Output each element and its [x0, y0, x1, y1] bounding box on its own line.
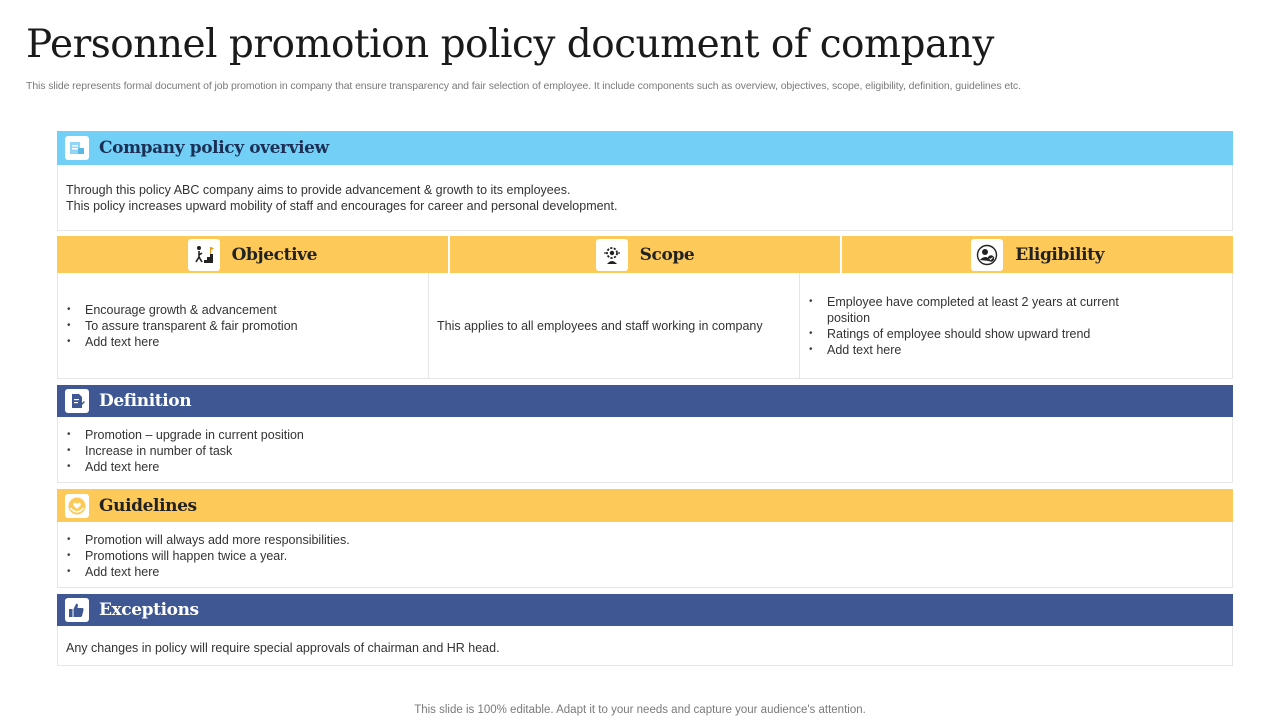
gear-person-icon: [596, 239, 628, 271]
guidelines-heading: Guidelines: [99, 495, 197, 516]
guidelines-body: [57, 522, 1233, 588]
exceptions-heading: Exceptions: [99, 600, 199, 620]
footer-note: This slide is 100% editable. Adapt it to your needs and capture your audience's attention.: [414, 704, 866, 716]
objective-list: [66, 302, 298, 350]
list-item: • To assure transparent & fair promotion: [66, 318, 298, 334]
columns-body: [57, 273, 1233, 379]
eligibility-list: [808, 294, 1162, 358]
overview-line: Through this policy ABC company aims to provide advancement & growth to its employees.: [66, 183, 571, 197]
overview-body: [57, 165, 1233, 231]
objective-heading: Objective: [231, 244, 318, 265]
columns-header: [57, 236, 1233, 273]
definition-body: [57, 417, 1233, 483]
list-item: • Promotion will always add more responsibilities.: [66, 532, 1224, 548]
climbing-stairs-icon: [188, 239, 220, 271]
overview-heading: Company policy overview: [99, 138, 329, 158]
scope-body: [429, 273, 800, 378]
scope-header: [450, 236, 843, 273]
list-item: • Encourage growth & advancement: [66, 302, 298, 318]
list-item: • Add text here: [66, 459, 1224, 475]
overview-header: [57, 131, 1233, 165]
eligibility-header: [842, 236, 1233, 273]
document-edit-icon: [65, 389, 89, 413]
list-item: • Employee have completed at least 2 years at current position: [808, 294, 1162, 326]
user-check-icon: [971, 239, 1003, 271]
list-item: • Promotions will happen twice a year.: [66, 548, 1224, 564]
list-item: • Ratings of employee should show upward trend: [808, 326, 1162, 342]
exceptions-text: Any changes in policy will require special approvals of chairman and HR head.: [66, 641, 500, 655]
hands-heart-icon: [65, 494, 89, 518]
list-item: • Promotion – upgrade in current position: [66, 427, 1224, 443]
document-chart-icon: [65, 136, 89, 160]
exceptions-header: [57, 594, 1233, 626]
objective-body: [58, 273, 429, 378]
definition-list: [66, 427, 1224, 475]
scope-text: This applies to all employees and staff working in company: [437, 318, 763, 333]
page-subtitle: This slide represents formal document of job promotion in company that ensure transparency and fair selection of employee. It include components such as overview, objectives, scope, eligibility, definition, guidelines etc.: [26, 80, 1021, 92]
eligibility-body: [800, 273, 1232, 378]
list-item: • Add text here: [808, 342, 1162, 358]
eligibility-heading: Eligibility: [1015, 244, 1105, 265]
list-item: • Increase in number of task: [66, 443, 1224, 459]
page-title: Personnel promotion policy document of company: [26, 22, 994, 67]
definition-heading: Definition: [99, 391, 192, 411]
thumbs-up-icon: [65, 598, 89, 622]
exceptions-body: [57, 626, 1233, 666]
list-item: • Add text here: [66, 564, 1224, 580]
overview-line: This policy increases upward mobility of staff and encourages for career and personal development.: [66, 199, 618, 213]
guidelines-header: [57, 489, 1233, 522]
list-item: • Add text here: [66, 334, 298, 350]
definition-header: [57, 385, 1233, 417]
scope-heading: Scope: [639, 244, 695, 265]
objective-header: [57, 236, 450, 273]
guidelines-list: [66, 532, 1224, 580]
